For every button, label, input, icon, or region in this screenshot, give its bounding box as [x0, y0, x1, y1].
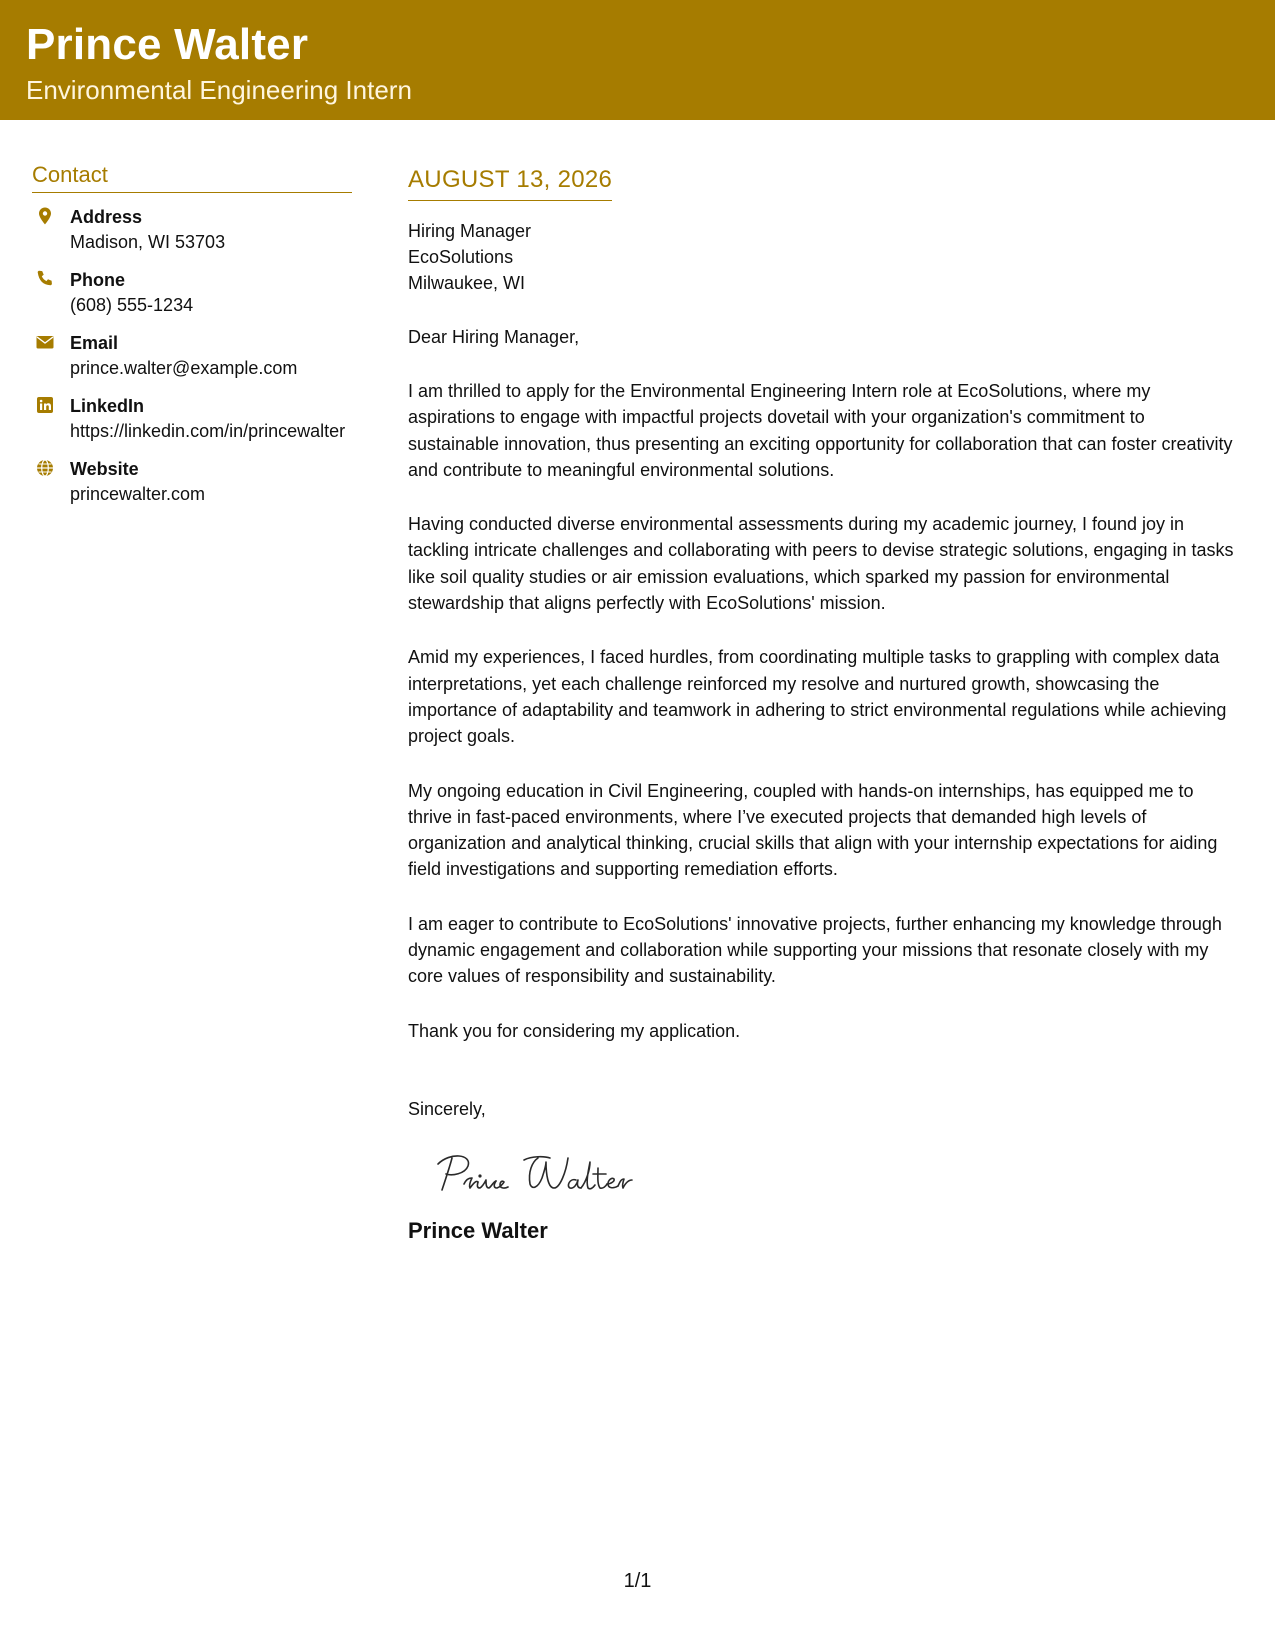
contact-label: Website	[70, 459, 139, 479]
salutation: Dear Hiring Manager,	[408, 327, 580, 347]
linkedin-icon	[35, 395, 55, 415]
letter-paragraph: My ongoing education in Civil Engineering, coupled with hands-on internships, has equipped me to thrive in fast-paced environments, where I’ve executed projects that demanded high levels of organization and analytical thinking, crucial skills that align with your internship expectations for aiding field investigations and supporting remediation efforts.	[408, 780, 1218, 880]
linkedin-value[interactable]: https://linkedin.com/in/princewalter	[70, 421, 346, 441]
contact-label: Email	[70, 333, 119, 353]
contact-heading: Contact	[32, 162, 352, 193]
recipient-line: EcoSolutions	[408, 247, 514, 267]
contact-item-website	[32, 457, 352, 507]
letter-paragraph: Amid my experiences, I faced hurdles, from coordinating multiple tasks to grappling with complex data interpretations, yet each challenge reinforced my resolve and nurtured growth, showcasing the importance of adaptability and teamwork in adhering to strict environmental regulations while achieving project goals.	[408, 647, 1227, 747]
letter-paragraph: I am eager to contribute to EcoSolutions' innovative projects, further enhancing my knowledge through dynamic engagement and collaboration while supporting your missions that resonate closely with my core values of responsibility and sustainability.	[408, 913, 1222, 987]
globe-icon	[35, 458, 55, 478]
contact-item-email	[32, 331, 352, 381]
header-band	[0, 0, 1275, 120]
map-pin-icon	[35, 206, 55, 226]
envelope-icon	[35, 332, 55, 352]
contact-item-linkedin	[32, 394, 352, 444]
contact-list	[32, 205, 352, 507]
job-title: Environmental Engineering Intern	[26, 75, 412, 105]
signer-name: Prince Walter	[408, 1217, 548, 1243]
contact-item-address	[32, 205, 352, 255]
recipient-block	[408, 218, 1238, 296]
recipient-line: Milwaukee, WI	[408, 273, 526, 293]
email-value[interactable]: prince.walter@example.com	[70, 358, 298, 378]
contact-label: Address	[70, 207, 143, 227]
phone-icon	[35, 269, 55, 289]
letter-body	[408, 166, 1238, 1244]
letter-date: AUGUST 13, 2026	[408, 166, 612, 201]
letter-paragraph: Thank you for considering my application.	[408, 1020, 741, 1041]
recipient-line: Hiring Manager	[408, 221, 532, 241]
phone-value[interactable]: (608) 555-1234	[70, 295, 194, 315]
letter-paragraph: Having conducted diverse environmental assessments during my academic journey, I found joy in tackling intricate challenges and collaborating with peers to devise strategic solutions, engaging in tasks like soil quality studies or air emission evaluations, which sparked my passion for environmental stewardship that aligns perfectly with EcoSolutions' mission.	[408, 514, 1234, 614]
applicant-name: Prince Walter	[26, 20, 309, 69]
letter-paragraph: I am thrilled to apply for the Environmental Engineering Intern role at EcoSolutions, where my aspirations to engage with impactful projects dovetail with your organization's commitment to sustainable innovation, thus presenting an exciting opportunity for collaboration that can foster creativity and contribute to meaningful environmental solutions.	[408, 381, 1233, 480]
page-number: 1/1	[623, 1570, 652, 1592]
contact-item-phone	[32, 268, 352, 318]
closing: Sincerely,	[408, 1098, 486, 1119]
contact-label: Phone	[70, 270, 126, 290]
address-value: Madison, WI 53703	[70, 232, 226, 252]
contact-sidebar	[32, 162, 352, 520]
website-value[interactable]: princewalter.com	[70, 484, 206, 504]
contact-label: LinkedIn	[70, 396, 145, 416]
handwritten-signature	[420, 1144, 680, 1204]
